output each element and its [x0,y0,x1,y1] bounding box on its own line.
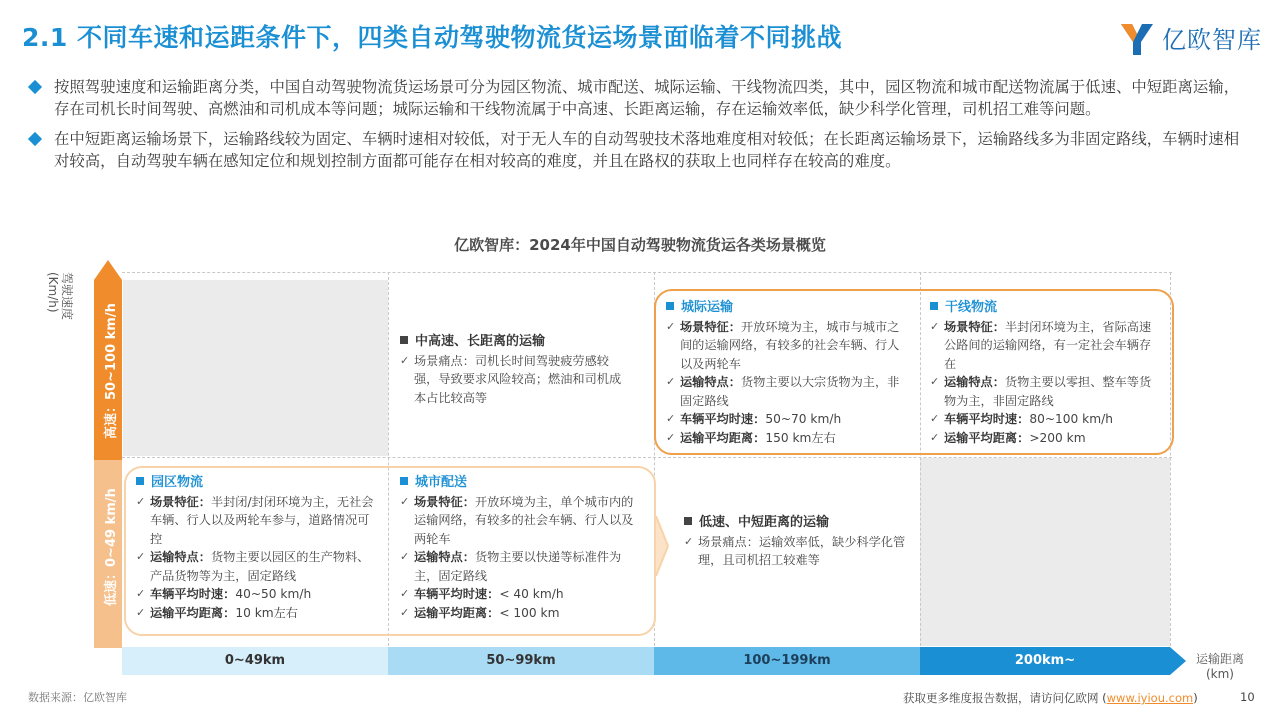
intro-bullets [28,76,1253,180]
brand-logo [1118,18,1268,58]
diamond-bullet-icon [28,132,42,146]
scenario-intercity [666,299,906,447]
scenario-trunk [930,299,1152,447]
chevron-right-icon [654,516,670,576]
row-label: 场景特征： [944,319,1005,334]
row-text: 50~70 km/h [765,412,842,426]
row-text: 场景痛点：运输效率低，缺少科学化管理，且司机招工较难等 [698,534,906,567]
distance-segment-4: 200km~ [920,647,1170,675]
row-text: 货物主要以园区的生产物料、产品货物等为主，固定路线 [150,550,370,583]
bullet-text: 按照驾驶速度和运输距离分类，中国自动驾驶物流货运场景可分为园区物流、城市配送、城际运输、干线物流四类，其中，园区物流和城市配送物流属于低速、中短距离运输，存在司机长时间驾驶、高燃油和司机成本等问题；城际运输和干线物流属于中高速、长距离运输，存在运输效率低，缺少科学化管理，司机招工难等问题。 [54,78,1240,118]
grid-divider [122,272,1172,273]
bullet-item [28,128,1253,172]
block-head [136,474,376,493]
block-row [400,604,638,623]
footer-note-text: 获取更多维度报告数据，请访问亿欧网 ( [903,691,1107,705]
square-bullet-icon [400,336,408,344]
row-label: 场景特征： [150,494,211,509]
footer-note [903,690,1198,706]
grid-divider [122,457,1172,458]
block-row [684,533,906,570]
speed-low-label-wrap [96,476,120,636]
axis-arrow-up-icon [94,260,122,280]
row-label: 运输特点： [680,375,741,389]
check-icon: ✓ [666,412,676,425]
block-row [136,548,376,585]
row-label: 车辆平均时速： [944,412,1030,426]
row-text: 80~100 km/h [1029,412,1113,426]
row-text: >200 km [1029,430,1086,445]
check-icon: ✓ [136,587,146,600]
axis-arrow-right-icon [1170,647,1186,675]
speed-axis-label: 驾驶速度 [60,272,74,321]
grey-cell-low-long [920,458,1170,646]
row-text: < 100 km [499,605,560,620]
square-bullet-icon [136,477,144,485]
block-row [400,585,638,604]
check-icon: ✓ [400,550,410,563]
brand-name: 亿欧智库 [1162,26,1262,54]
row-text: < 40 km/h [499,587,564,601]
bullet-item [28,76,1253,120]
check-icon: ✓ [666,375,676,388]
block-head-text: 中高速、长距离的运输 [415,334,546,349]
square-bullet-icon [666,302,674,310]
distance-segment-3: 100~199km [654,647,920,675]
square-bullet-icon [400,477,408,485]
block-row [666,318,906,374]
check-icon: ✓ [400,587,410,600]
row-text: 开放环境为主，城市与城市之间的运输网络，有较多的社会车辆、行人以及两轮车 [680,319,900,371]
row-text: 150 km左右 [765,430,836,445]
row-text: 货物主要以快递等标准件为主，固定路线 [414,550,622,583]
block-row [666,373,906,410]
speed-axis-unit: (Km/h) [46,272,60,313]
check-icon: ✓ [136,494,146,508]
distance-segment-1: 0~49km [122,647,388,675]
pain-block-low [684,514,906,570]
block-row [666,429,906,448]
row-label: 运输平均距离： [150,605,236,620]
distance-axis-title [1190,652,1250,682]
check-icon: ✓ [136,550,146,563]
block-row [136,585,376,604]
block-row [400,493,638,549]
check-icon: ✓ [930,319,940,333]
block-head [400,474,638,493]
scenario-park [136,474,376,622]
block-head [930,299,1152,318]
block-head [400,333,625,352]
row-text: 货物主要以零担、整车等货物为主，非固定路线 [944,375,1152,408]
check-icon: ✓ [666,430,676,444]
row-text: 开放环境为主，单个城市内的运输网络，有较多的社会车辆、行人以及两轮车 [414,494,634,546]
block-head-text: 城际运输 [681,300,734,315]
pain-block-high [400,333,625,407]
row-label: 场景特征： [680,319,741,334]
square-bullet-icon [930,302,938,310]
distance-axis-unit: (km) [1205,667,1234,681]
speed-high-label-wrap [96,299,120,459]
block-row [930,410,1152,429]
block-head-text: 低速、中短距离的运输 [699,515,830,530]
bullet-text: 在中短距离运输场景下，运输路线较为固定、车辆时速相对较低，对于无人车的自动驾驶技术落地难度相对较低；在长距离运输场景下，运输路线多为非固定路线，车辆时速相对较高，自动驾驶车辆在感知定位和规划控制方面都可能存在相对较高的难度，并且在路权的获取上也同样存在较高的难度。 [54,130,1240,170]
check-icon: ✓ [930,430,940,444]
block-row [400,548,638,585]
row-label: 车辆平均时速： [414,587,500,601]
row-label: 运输特点： [944,375,1005,389]
check-icon: ✓ [666,319,676,333]
row-text: 货物主要以大宗货物为主，非固定路线 [680,375,900,408]
page-title: 2.1 不同车速和运距条件下，四类自动驾驶物流货运场景面临着不同挑战 [22,23,842,52]
row-label: 运输特点： [150,550,211,564]
check-icon: ✓ [684,534,694,548]
row-text: 半封闭环境为主，省际高速公路间的运输网络，有一定社会车辆存在 [944,319,1152,371]
block-head [684,514,906,533]
speed-axis-title [44,272,80,332]
block-row [930,373,1152,410]
block-row [930,429,1152,448]
row-label: 车辆平均时速： [680,412,766,426]
row-text: 40~50 km/h [235,587,312,601]
yiou-logo-icon [1118,20,1156,58]
block-row [930,318,1152,374]
check-icon: ✓ [400,605,410,619]
scenario-city [400,474,638,622]
row-label: 运输特点： [414,550,475,564]
row-label: 场景特征： [414,494,475,509]
row-text: 场景痛点：司机长时间驾驶疲劳感较强，导致要求风险较高；燃油和司机成本占比较高等 [414,353,622,405]
block-row [400,352,625,408]
check-icon: ✓ [136,605,146,619]
distance-axis-label: 运输距离 [1195,652,1244,666]
row-label: 车辆平均时速： [150,587,236,601]
distance-segment-2: 50~99km [388,647,654,675]
block-head-text: 园区物流 [151,475,204,490]
diamond-bullet-icon [28,80,42,94]
square-bullet-icon [684,517,692,525]
page-number: 10 [1240,690,1255,704]
footer-note-suffix: ) [1193,691,1198,705]
grey-cell-high-short [123,280,388,456]
block-row [136,604,376,623]
chart-title: 亿欧智库：2024年中国自动驾驶物流货运各类场景概览 [454,236,826,254]
website-link[interactable]: www.iyiou.com [1106,691,1194,705]
speed-high-label: 高速：50~100 km/h [104,303,119,439]
row-text: 半封闭/封闭环境为主，无社会车辆、行人以及两轮车参与，道路情况可控 [150,494,374,546]
block-head-text: 城市配送 [415,475,468,490]
row-label: 运输平均距离： [680,430,766,445]
speed-low-label: 低速：0~49 km/h [104,488,119,606]
check-icon: ✓ [400,353,410,367]
check-icon: ✓ [930,375,940,388]
block-row [666,410,906,429]
row-label: 运输平均距离： [414,605,500,620]
block-head [666,299,906,318]
block-head-text: 干线物流 [945,300,998,315]
check-icon: ✓ [400,494,410,508]
block-row [136,493,376,549]
check-icon: ✓ [930,412,940,425]
data-source: 数据来源：亿欧智库 [28,691,127,704]
row-text: 10 km左右 [235,605,298,620]
row-label: 运输平均距离： [944,430,1030,445]
